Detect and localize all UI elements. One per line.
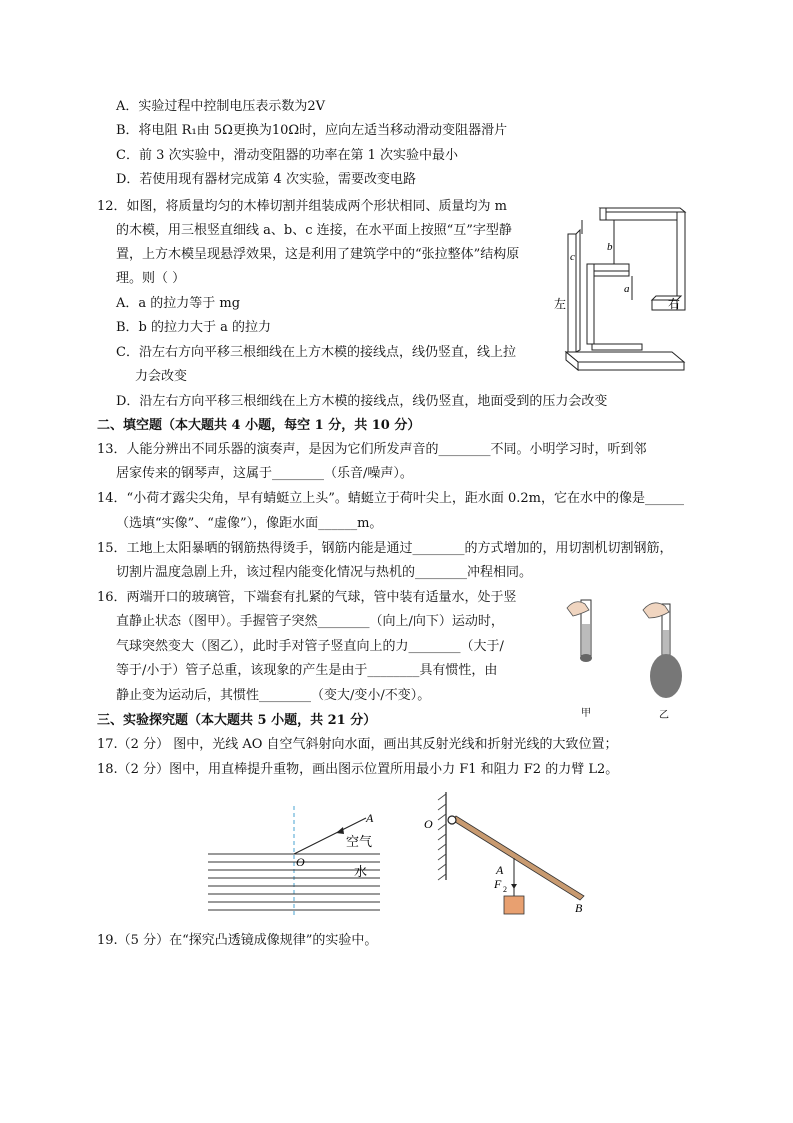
question-16: 气球突然变大（图乙），此时手对管子竖直向上的力________（大于/ (116, 639, 504, 654)
question-16: 16．两端开口的玻璃管，下端套有扎紧的气球，管中装有适量水，处于竖 (97, 590, 517, 605)
label-F2-sub: 2 (503, 885, 507, 894)
question-13: 居家传来的钢琴声，这属于________（乐音/噪声）。 (116, 466, 413, 481)
option-11b: B．将电阻 R₁由 5Ω更换为10Ω时，应向左适当移动滑动变阻器滑片 (116, 123, 508, 138)
weight-block (504, 896, 524, 914)
label-B: B (575, 901, 583, 915)
section-heading: 三、实验探究题（本大题共 5 小题，共 21 分） (97, 713, 377, 728)
question-16: 静止变为运动后，其惯性________（变大/变小/不变）。 (116, 688, 431, 703)
question-19: 19.（5 分）在“探究凸透镜成像规律”的实验中。 (97, 933, 378, 948)
label-water: 水 (354, 864, 368, 879)
option-12c: 力会改变 (135, 369, 188, 384)
label-A: A (496, 863, 504, 877)
option-11d: D．若使用现有器材完成第 4 次实验，需要改变电路 (116, 172, 416, 187)
label-jia: 甲 (581, 708, 591, 719)
question-14: （选填“实像”、“虚像”），像距水面______m。 (116, 516, 383, 531)
label-air: 空气 (346, 834, 373, 849)
lever-rod (452, 816, 584, 900)
question-18: 18.（2 分）图中，用直棒提升重物，画出图示位置所用最小力 F1 和阻力 F2 的力臂 L2。 (97, 762, 619, 777)
label-O: O (296, 855, 305, 869)
option-11a: A．实验过程中控制电压表示数为2V (116, 99, 326, 114)
arrow-icon (336, 827, 344, 834)
label-right: 右 (668, 297, 681, 311)
label-F2: F (494, 877, 502, 891)
tube-jia (567, 600, 592, 662)
refraction-diagram (206, 804, 384, 918)
label-A: A (366, 811, 374, 825)
water-surface (208, 854, 380, 910)
label-left: 左 (554, 297, 567, 311)
tube-yi (643, 603, 682, 698)
question-17: 17.（2 分） 图中，光线 AO 自空气斜射向水面，画出其反射光线和折射光线的大致位置； (97, 737, 618, 752)
figure-tensegrity (552, 204, 697, 380)
tensegrity-diagram (552, 204, 697, 380)
figure-lever (420, 790, 595, 918)
figure-refraction (206, 804, 384, 918)
question-16: 直静止状态（图甲）。手握管子突然________（向上/向下）运动时， (116, 614, 504, 629)
label-yi: 乙 (659, 710, 669, 721)
option-12c: C．沿左右方向平移三根细线在上方木模的接线点，线仍竖直，线上拉 (116, 345, 516, 360)
section-heading: 二、填空题（本大题共 4 小题，每空 1 分，共 10 分） (97, 418, 421, 433)
pivot (448, 816, 456, 824)
option-12b: B．b 的拉力大于 a 的拉力 (116, 320, 272, 335)
option-11c: C．前 3 次实验中，滑动变阻器的功率在第 1 次实验中最小 (116, 148, 459, 163)
balloon-tube-diagram (555, 590, 695, 725)
question-15: 15．工地上太阳暴晒的钢筋热得烫手，钢筋内能是通过________的方式增加的，用切割机切割钢筋， (97, 541, 673, 556)
label-a: a (624, 283, 630, 295)
question-12-stem: 理。则（ ） (116, 271, 186, 286)
question-16: 等于/小于）管子总重，该现象的产生是由于________具有惯性，由 (116, 663, 498, 678)
question-14: 14．“小荷才露尖尖角，早有蜻蜓立上头”。蜻蜓立于荷叶尖上，距水面 0.2m，它在水中的像是______ (97, 491, 684, 506)
question-12-stem: 的木模，用三根竖直细线 a、b、c 连接，在水平面上按照“互”字型静 (116, 223, 512, 238)
figure-balloon-tube (555, 590, 695, 725)
lever-diagram (420, 790, 595, 918)
question-13: 13．人能分辨出不同乐器的演奏声，是因为它们所发声音的________不同。小明学习时，听到邻 (97, 442, 647, 457)
label-b: b (607, 241, 613, 253)
label-c: c (570, 251, 575, 263)
label-O: O (424, 817, 433, 831)
question-12-stem: 12．如图，将质量均匀的木棒切割并组装成两个形状相同、质量均为 m (97, 199, 508, 214)
option-12a: A．a 的拉力等于 mg (116, 296, 241, 311)
option-12d: D．沿左右方向平移三根细线在上方木模的接线点，线仍竖直，地面受到的压力会改变 (116, 394, 608, 409)
question-12-stem: 置，上方木模呈现悬浮效果，这是利用了建筑学中的“张拉整体”结构原 (116, 247, 520, 262)
question-15: 切割片温度急剧上升，该过程内能变化情况与热机的________冲程相同。 (116, 565, 533, 580)
